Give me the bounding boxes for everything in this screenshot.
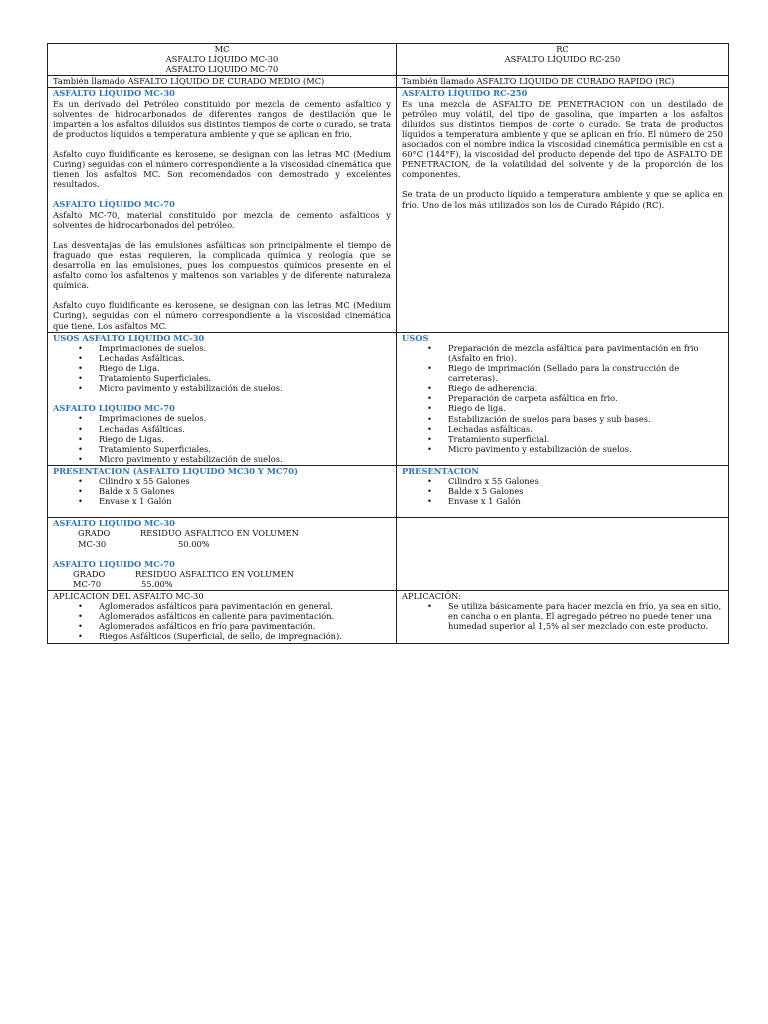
list-item: • Riego de liga. (448, 403, 723, 413)
list-item: • Cilindro x 55 Galones (99, 476, 391, 486)
list-item: • Envase x 1 Galón (448, 496, 723, 506)
header-cell-mc (48, 44, 397, 76)
disadvantages-paragraph: Las desventajas de las emulsiones asfálticas son principalmente el tiempo de fraguado que estas requieren, la complicada química y reología que se desarrolla en las emulsiones, pues los compuestos químicos presente en el asfalto como los asfaltenos y maltenos son variables y de diferente naturaleza química. (53, 239, 391, 291)
list-item: • Balde x 5 Galones (448, 486, 723, 496)
presentation-mc (48, 465, 397, 517)
residue-label: RESIDUO ASFALTICO EN VOLUMEN (135, 568, 294, 579)
presentation-rc-heading: PRESENTACION (402, 465, 479, 476)
list-item: • Riego de Liga. (99, 363, 391, 373)
mc70-kerosene-paragraph: Asfalto cuyo fluidificante es kerosene, se designan con las letras MC (Medium Curing), seguidas con el número correspondiente a la viscosidad cinemática que tiene. Los asfaltos MC. (53, 300, 391, 331)
list-item: • Aglomerados asfálticos en caliente para pavimentación. (99, 611, 391, 621)
rc250-heading: ASFALTO LÍQUIDO RC-250 (402, 88, 528, 99)
list-item: • Tratamiento superficial. (448, 434, 723, 444)
list-item: • Preparación de carpeta asfáltica en frio. (448, 393, 723, 403)
document-page (47, 43, 729, 644)
aka-rc: También llamado ASFALTO LIQUIDO DE CURADO RAPIDO (RC) (397, 76, 729, 88)
list-item: • Aglomerados asfálticos en frío para pavimentación. (99, 621, 391, 631)
mc30-paragraph: Es un derivado del Petróleo constituido por mezcla de cemento asfaltico y solventes de hidrocarbonados de diferentes rangos de destilación que le imparten a los asfaltos diluidos sus distintos tiempos de corte o curado, se trata de productos líquidos a temperatura ambiente y que se aplican en frio. (53, 98, 391, 139)
application-rc-heading: APLICACIÓN: (402, 591, 461, 602)
uses-rc-heading: USOS (402, 332, 429, 343)
list-item: • Imprimaciones de suelos. (99, 343, 391, 353)
grade-label: GRADO (78, 528, 111, 539)
application-row (48, 591, 729, 644)
presentation-rc (397, 465, 729, 517)
grade-value: MC-30 (78, 538, 107, 549)
description-row (48, 88, 729, 332)
presentation-mc-heading: PRESENTACION (ASFALTO LIQUIDO MC30 Y MC70) (53, 465, 299, 476)
residue-label: RESIDUO ASFALTICO EN VOLUMEN (140, 528, 299, 539)
uses-mc30-list (53, 343, 391, 394)
residue-value: 55.00% (141, 578, 173, 589)
header-mc70-title: ASFALTO LIQUIDO MC-70 (165, 64, 279, 75)
list-item: • Micro pavimento y estabilización de suelos. (448, 444, 723, 454)
residue-rc-empty (397, 518, 729, 591)
uses-rc (397, 332, 729, 465)
mc-kerosene-paragraph: Asfalto cuyo fluidificante es kerosene, se designan con las letras MC (Medium Curing) seguidas con el número correspondiente a la viscosidad cinemática que tienen los asfaltos MC. Son recomendados con demostrado y excelentes resultados. (53, 148, 391, 190)
list-item: • Tratamiento Superficiales. (99, 444, 391, 454)
header-mc30-title: ASFALTO LÍQUIDO MC-30 (165, 54, 279, 65)
application-mc-heading: APLICACION DEL ASFALTO MC-30 (53, 591, 204, 602)
list-item: • Tratamiento Superficiales. (99, 373, 391, 383)
residue-mc30-header (53, 528, 391, 538)
residue-value: 50.00% (178, 538, 210, 549)
uses-mc (48, 332, 397, 465)
uses-row (48, 332, 729, 465)
grade-value: MC-70 (73, 578, 102, 589)
mc70-paragraph: Asfalto MC-70, material constituido por mezcla de cemento asfalticos y solventes de hidrocarbonados del petróleo. (53, 209, 391, 230)
residue-mc30-values (53, 539, 391, 549)
comparison-table (47, 43, 729, 644)
list-item: • Lechadas Asfálticas. (99, 353, 391, 363)
mc70-heading: ASFALTO LÍQUIDO MC-70 (53, 199, 175, 210)
header-row (48, 44, 729, 76)
rc250-paragraph: Es una mezcla de ASFALTO DE PENETRACION con un destilado de petróleo muy volátil, del tipo de gasolina, que imparten a los asfaltos diluidos sus distintos tiempos de corte o curado. Se trata de productos líquidos a temperatura ambiente y que se aplican en frío. El número de 250 asociados con el nombre indica la viscosidad cinemática permisible en cst a 60°C (144°F), la viscosidad del producto depende del tipo de ASFALTO DE PENETRACION, de la volatilidad del solvente y de la proporción de los componentes. (402, 98, 723, 180)
grade-label: GRADO (73, 568, 106, 579)
description-rc (397, 88, 729, 332)
header-rc250-title: ASFALTO LÍQUIDO RC-250 (504, 54, 621, 65)
list-item: • Riego de Ligas. (99, 434, 391, 444)
residue-mc (48, 518, 397, 591)
list-item: • Lechadas Asfálticas. (99, 424, 391, 434)
residue-mc70-heading: ASFALTO LIQUIDO MC-70 (53, 558, 175, 569)
rc-liquid-paragraph: Se trata de un producto líquido a temperatura ambiente y que se aplica en frío. Uno de los más utilizados son los de Curado Rápido (RC). (402, 189, 723, 210)
list-item: • Estabilización de suelos para bases y sub bases. (448, 414, 723, 424)
application-rc-list (402, 601, 723, 631)
residue-mc70-header (53, 569, 391, 579)
residue-mc70-values (53, 579, 391, 589)
uses-rc-list (402, 343, 723, 454)
residue-mc30-heading: ASFALTO LIQUIDO MC-30 (53, 518, 175, 529)
list-item: • Micro pavimento y estabilización de suelos. (99, 383, 391, 393)
description-mc (48, 88, 397, 332)
list-item: • Se utiliza básicamente para hacer mezcla en frío, ya sea en sitio, en cancha o en planta. El agregado pétreo no puede tener una humedad superior al 1,5% al ser mezclado con este producto. (448, 601, 723, 631)
aka-mc: También llamado ASFALTO LÍQUIDO DE CURADO MEDIO (MC) (48, 76, 397, 88)
aka-row (48, 76, 729, 88)
residue-row (48, 518, 729, 591)
list-item: • Aglomerados asfálticos para pavimentación en general. (99, 601, 391, 611)
list-item: • Riego de adherencia. (448, 383, 723, 393)
list-item: • Micro pavimento y estabilización de suelos. (99, 454, 391, 464)
application-mc-list (53, 601, 391, 641)
mc30-heading: ASFALTO LÍQUIDO MC-30 (53, 88, 175, 99)
list-item: • Riego de imprimación (Sellado para la construcción de carreteras). (448, 363, 723, 383)
uses-mc30-heading: USOS ASFALTO LIQUIDO MC-30 (53, 332, 205, 343)
list-item: • Riegos Asfálticos (Superficial, de sello, de impregnación). (99, 631, 391, 641)
list-item: • Imprimaciones de suelos. (99, 413, 391, 423)
application-rc (397, 591, 729, 644)
presentation-rc-list (402, 476, 723, 506)
uses-mc70-list (53, 413, 391, 464)
list-item: • Lechadas asfálticas. (448, 424, 723, 434)
list-item: • Preparación de mezcla asfáltica para pavimentación en frio (Asfalto en frio). (448, 343, 723, 363)
header-cell-rc (397, 44, 729, 76)
uses-mc70-heading: ASFALTO LIQUIDO MC-70 (53, 403, 175, 414)
presentation-row (48, 465, 729, 517)
list-item: • Balde x 5 Galones (99, 486, 391, 496)
application-mc (48, 591, 397, 644)
header-mc-code: MC (214, 44, 230, 54)
list-item: • Cilindro x 55 Galones (448, 476, 723, 486)
header-rc-code: RC (556, 44, 569, 54)
list-item: • Envase x 1 Galón (99, 496, 391, 506)
presentation-mc-list (53, 476, 391, 506)
